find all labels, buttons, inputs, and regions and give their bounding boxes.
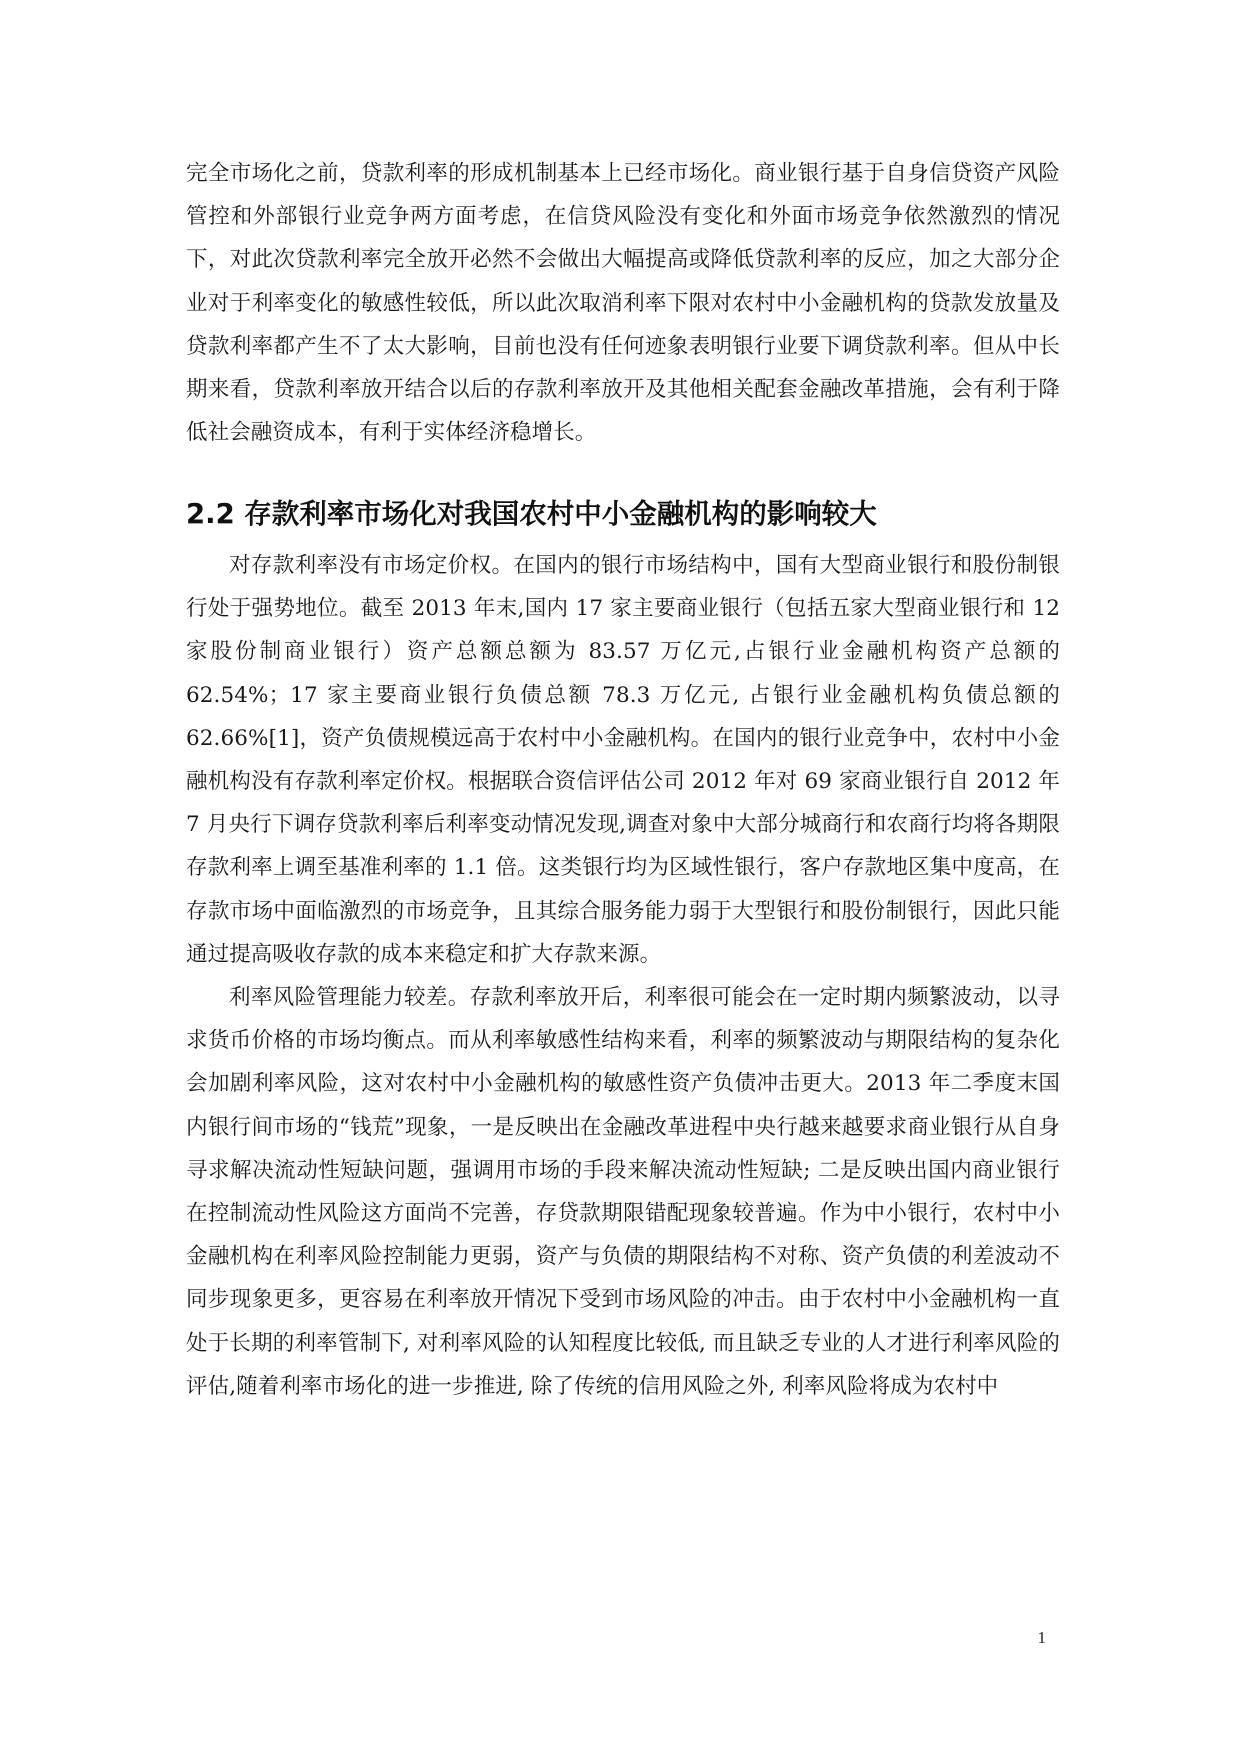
intro-paragraph: 完全市场化之前，贷款利率的形成机制基本上已经市场化。商业银行基于自身信贷资产风险管控和外部银行业竞争两方面考虑，在信贷风险没有变化和外面市场竞争依然激烈的情况下，对此次贷款利率完全放开必然不会做出大幅提高或降低贷款利率的反应，加之大部分企业对于利率变化的敏感性较低，所以此次取消利率下限对农村中小金融机构的贷款发放量及贷款利率都产生不了太大影响，目前也没有任何迹象表明银行业要下调贷款利率。但从中长期来看，贷款利率放开结合以后的存款利率放开及其他相关配套金融改革措施，会有利于降低社会融资成本，有利于实体经济稳增长。 [186,161,1060,446]
page-content [186,152,1060,454]
section-heading: 2.2 存款利率市场化对我国农村中小金融机构的影响较大 [186,498,877,530]
section-body [186,544,1060,1408]
paragraph-pricing-power: 对存款利率没有市场定价权。在国内的银行市场结构中，国有大型商业银行和股份制银行处于强势地位。截至 2013 年末,国内 17 家主要商业银行（包括五家大型商业银行和 12 家股份制商业银行）资产总额总额为 83.57 万亿元,占银行业金融机构资产总额的 62.54%；17 家主要商业银行负债总额 78.3 万亿元, 占银行业金融机构负债总额的 62.66%[1]，资产负债规模远高于农村中小金融机构。在国内的银行业竞争中，农村中小金融机构没有存款利率定价权。根据联合资信评估公司 2012 年对 69 家商业银行自 2012 年 7 月央行下调存贷款利率后利率变动情况发现,调查对象中大部分城商行和农商行均将各期限存款利率上调至基准利率的 1.1 倍。这类银行均为区域性银行，客户存款地区集中度高，在存款市场中面临激烈的市场竞争，且其综合服务能力弱于大型银行和股份制银行，因此只能通过提高吸收存款的成本来稳定和扩大存款来源。 [186,553,1060,967]
paragraph-interest-rate-risk: 利率风险管理能力较差。存款利率放开后，利率很可能会在一定时期内频繁波动，以寻求货币价格的市场均衡点。而从利率敏感性结构来看，利率的频繁波动与期限结构的复杂化会加剧利率风险，这对农村中小金融机构的敏感性资产负债冲击更大。2013 年二季度末国内银行间市场的“钱荒”现象，一是反映出在金融改革进程中央行越来越要求商业银行从自身寻求解决流动性短缺问题，强调用市场的手段来解决流动性短缺; 二是反映出国内商业银行在控制流动性风险这方面尚不完善，存贷款期限错配现象较普遍。作为中小银行，农村中小金融机构在利率风险控制能力更弱，资产与负债的期限结构不对称、资产负债的利差波动不同步现象更多，更容易在利率放开情况下受到市场风险的冲击。由于农村中小金融机构一直处于长期的利率管制下, 对利率风险的认知程度比较低, 而且缺乏专业的人才进行利率风险的评估,随着利率市场化的进一步推进, 除了传统的信用风险之外, 利率风险将成为农村中 [186,985,1060,1399]
page-number: 1 [1037,1628,1046,1647]
